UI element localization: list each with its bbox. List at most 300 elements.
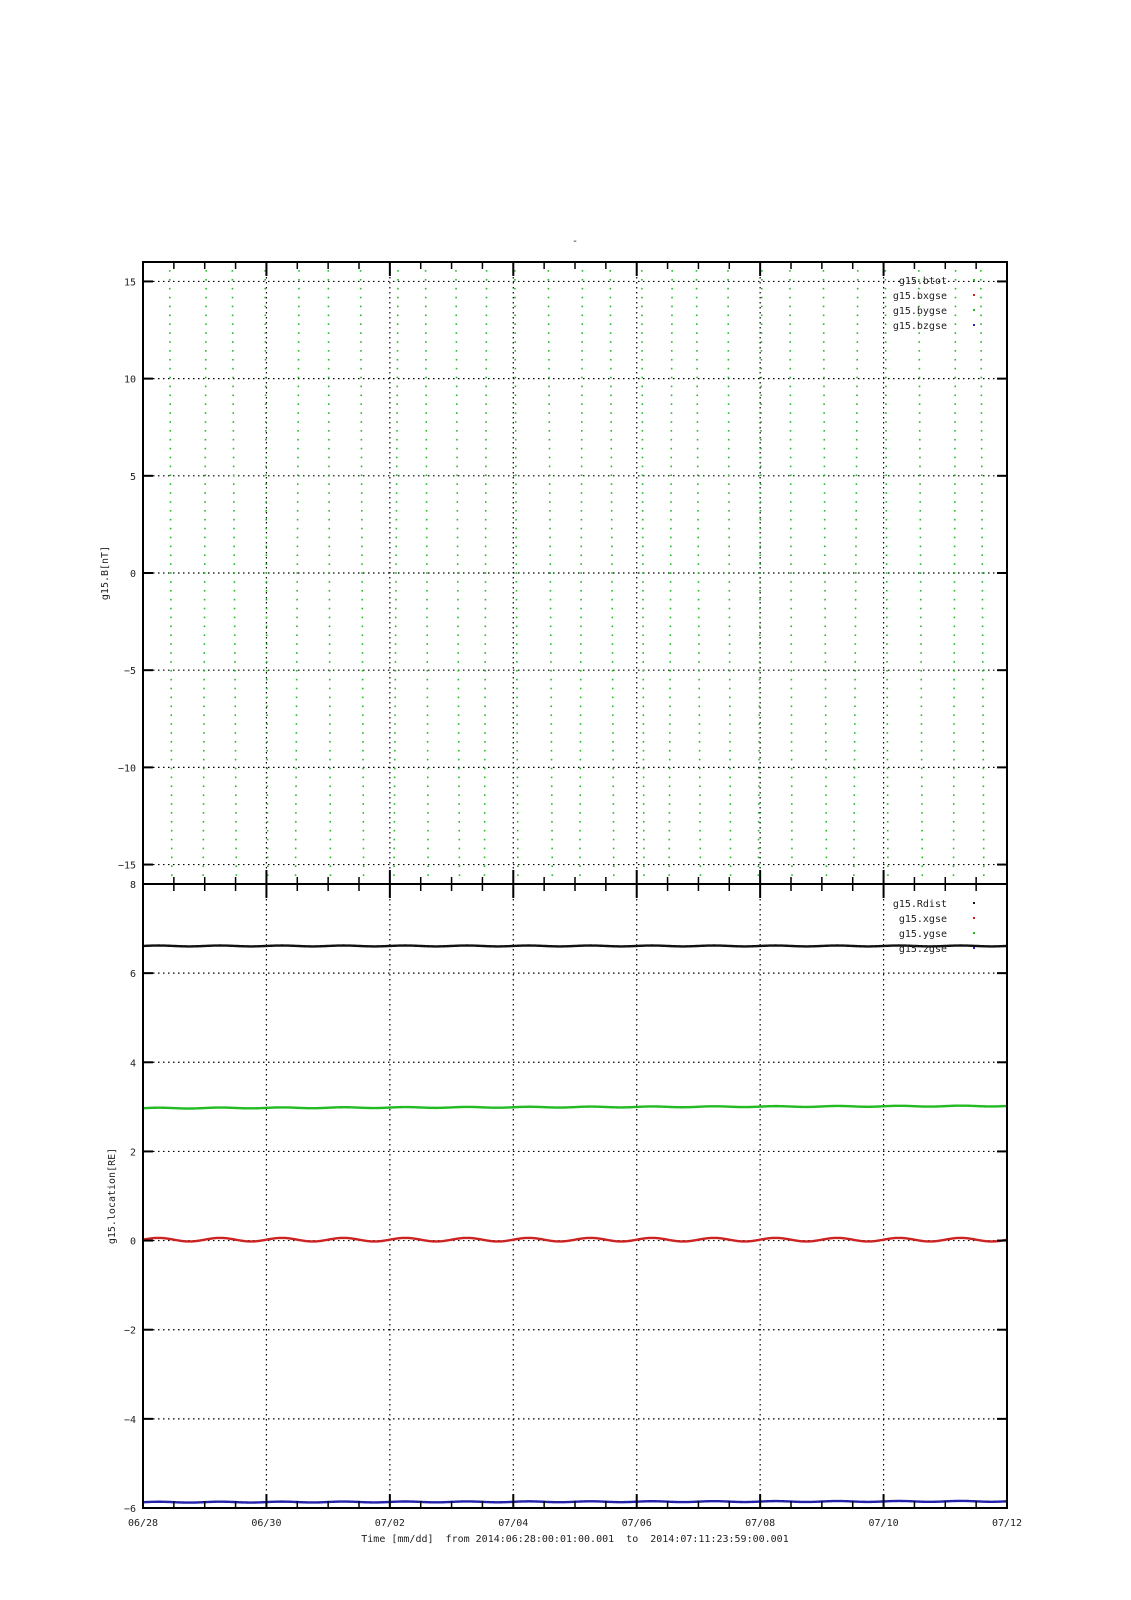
btot-point (613, 812, 615, 814)
btot-point (425, 270, 427, 272)
btot-point (169, 315, 171, 317)
btot-point (760, 501, 762, 503)
btot-point (396, 510, 398, 512)
btot-point (727, 315, 729, 317)
btot-point (671, 368, 673, 370)
btot-point (516, 679, 518, 681)
btot-point (426, 546, 428, 548)
btot-point (362, 741, 364, 743)
btot-point (395, 581, 397, 583)
btot-point (204, 634, 206, 636)
btot-point (954, 599, 956, 601)
btot-point (854, 714, 856, 716)
btot-point (642, 581, 644, 583)
btot-point (885, 377, 887, 379)
btot-point (170, 590, 172, 592)
btot-point (921, 785, 923, 787)
btot-point (885, 323, 887, 325)
btot-point (204, 483, 206, 485)
btot-point (396, 412, 398, 414)
btot-point (267, 830, 269, 832)
btot-point (395, 652, 397, 654)
btot-point (582, 279, 584, 281)
btot-point (761, 270, 763, 272)
btot-point (699, 705, 701, 707)
btot-point (362, 670, 364, 672)
btot-point (204, 643, 206, 645)
btot-point (953, 794, 955, 796)
btot-point (729, 661, 731, 663)
btot-point (549, 519, 551, 521)
btot-point (580, 626, 582, 628)
btot-point (728, 368, 730, 370)
btot-point (760, 386, 762, 388)
btot-point (396, 421, 398, 423)
btot-point (790, 474, 792, 476)
btot-point (698, 581, 700, 583)
btot-point (823, 394, 825, 396)
btot-point (759, 626, 761, 628)
btot-point (791, 839, 793, 841)
btot-point (362, 634, 364, 636)
btot-point (328, 297, 330, 299)
btot-point (730, 865, 732, 867)
btot-point (610, 421, 612, 423)
btot-point (824, 448, 826, 450)
btot-point (760, 439, 762, 441)
btot-point (825, 661, 827, 663)
btot-point (484, 759, 486, 761)
btot-point (232, 288, 234, 290)
btot-point (670, 466, 672, 468)
btot-point (790, 581, 792, 583)
btot-point (826, 857, 828, 859)
btot-point (265, 412, 267, 414)
btot-point (484, 865, 486, 867)
btot-point (643, 839, 645, 841)
btot-point (397, 279, 399, 281)
btot-point (954, 483, 956, 485)
btot-point (169, 421, 171, 423)
btot-point (581, 368, 583, 370)
btot-point (550, 705, 552, 707)
btot-point (758, 723, 760, 725)
btot-point (696, 341, 698, 343)
btot-point (790, 590, 792, 592)
btot-point (581, 323, 583, 325)
btot-point (458, 723, 460, 725)
btot-point (425, 403, 427, 405)
time-axis-caption: Time [mm/dd] from 2014:06:28:00:01:00.001 to 2014:07:11:23:59:00.001 (361, 1534, 789, 1545)
btot-point (642, 643, 644, 645)
btot-point (729, 617, 731, 619)
btot-point (698, 661, 700, 663)
btot-point (919, 519, 921, 521)
btot-point (328, 466, 330, 468)
btot-point (485, 626, 487, 628)
btot-point (484, 723, 486, 725)
btot-point (457, 528, 459, 530)
btot-point (169, 306, 171, 308)
y-tick-label: 2 (129, 1147, 136, 1159)
legend-swatch (973, 932, 975, 934)
btot-point (920, 608, 922, 610)
btot-point (485, 617, 487, 619)
btot-point (697, 537, 699, 539)
btot-point (517, 777, 519, 779)
btot-point (610, 279, 612, 281)
y-tick-label: 8 (129, 880, 136, 891)
btot-point (697, 492, 699, 494)
btot-point (329, 590, 331, 592)
btot-point (699, 768, 701, 770)
btot-point (169, 430, 171, 432)
btot-point (669, 839, 671, 841)
btot-point (790, 537, 792, 539)
btot-point (823, 403, 825, 405)
btot-point (729, 794, 731, 796)
btot-point (550, 661, 552, 663)
btot-point (329, 732, 331, 734)
y-tick-label: 5 (129, 471, 136, 483)
btot-point (456, 466, 458, 468)
btot-point (551, 839, 553, 841)
btot-point (697, 439, 699, 441)
btot-point (233, 421, 235, 423)
btot-point (758, 865, 760, 867)
btot-point (758, 777, 760, 779)
btot-point (234, 688, 236, 690)
btot-point (643, 723, 645, 725)
legend-label: g15.xgse (898, 914, 947, 925)
btot-point (266, 590, 268, 592)
btot-point (760, 421, 762, 423)
btot-point (232, 323, 234, 325)
btot-point (729, 643, 731, 645)
btot-point (982, 679, 984, 681)
btot-point (954, 368, 956, 370)
btot-point (295, 865, 297, 867)
btot-point (980, 315, 982, 317)
btot-point (203, 732, 205, 734)
btot-point (235, 848, 237, 850)
btot-point (395, 679, 397, 681)
btot-point (170, 705, 172, 707)
btot-point (265, 323, 267, 325)
btot-point (581, 403, 583, 405)
btot-point (203, 848, 205, 850)
btot-point (328, 288, 330, 290)
btot-point (203, 777, 205, 779)
btot-point (698, 697, 700, 699)
btot-point (825, 643, 827, 645)
btot-point (170, 643, 172, 645)
btot-point (295, 848, 297, 850)
btot-point (696, 288, 698, 290)
btot-point (954, 554, 956, 556)
btot-point (455, 288, 457, 290)
btot-point (267, 777, 269, 779)
btot-point (697, 510, 699, 512)
btot-point (581, 439, 583, 441)
legend-swatch (973, 947, 975, 949)
btot-point (550, 608, 552, 610)
btot-point (671, 306, 673, 308)
btot-point (516, 670, 518, 672)
btot-point (953, 732, 955, 734)
btot-point (548, 350, 550, 352)
btot-point (427, 741, 429, 743)
btot-point (670, 563, 672, 565)
btot-point (232, 394, 234, 396)
btot-point (954, 546, 956, 548)
btot-point (362, 688, 364, 690)
btot-point (982, 714, 984, 716)
btot-point (982, 697, 984, 699)
btot-point (458, 794, 460, 796)
btot-point (235, 759, 237, 761)
btot-point (611, 590, 613, 592)
btot-point (363, 874, 365, 876)
btot-point (611, 492, 613, 494)
legend-swatch (973, 324, 975, 326)
btot-point (698, 670, 700, 672)
btot-point (643, 705, 645, 707)
btot-point (729, 626, 731, 628)
btot-point (759, 643, 761, 645)
btot-point (887, 830, 889, 832)
panel1-grid (143, 262, 1007, 884)
btot-point (394, 732, 396, 734)
btot-point (919, 403, 921, 405)
btot-point (233, 563, 235, 565)
btot-point (643, 803, 645, 805)
btot-point (791, 812, 793, 814)
btot-point (954, 519, 956, 521)
btot-trace-segment (579, 261, 583, 885)
btot-point (169, 359, 171, 361)
btot-point (728, 528, 730, 530)
btot-point (204, 457, 206, 459)
btot-point (360, 323, 362, 325)
legend-label: g15.ygse (898, 929, 947, 940)
btot-point (981, 430, 983, 432)
btot-point (983, 785, 985, 787)
btot-point (853, 839, 855, 841)
btot-point (425, 359, 427, 361)
btot-point (729, 670, 731, 672)
btot-point (642, 617, 644, 619)
y-tick-label: −2 (123, 1325, 136, 1337)
btot-point (298, 306, 300, 308)
btot-point (855, 554, 857, 556)
btot-point (456, 332, 458, 334)
btot-point (760, 510, 762, 512)
btot-point (671, 288, 673, 290)
btot-point (610, 386, 612, 388)
btot-point (953, 714, 955, 716)
btot-point (642, 510, 644, 512)
btot-point (362, 679, 364, 681)
btot-point (170, 572, 172, 574)
btot-point (728, 412, 730, 414)
btot-point (728, 537, 730, 539)
btot-point (671, 386, 673, 388)
btot-point (361, 466, 363, 468)
btot-point (395, 643, 397, 645)
btot-point (954, 386, 956, 388)
btot-point (696, 297, 698, 299)
btot-point (394, 803, 396, 805)
btot-point (484, 857, 486, 859)
btot-point (550, 581, 552, 583)
btot-point (697, 412, 699, 414)
btot-point (171, 848, 173, 850)
panel2-series (143, 946, 1007, 1503)
btot-point (700, 865, 702, 867)
btot-point (328, 537, 330, 539)
btot-point (921, 830, 923, 832)
btot-point (982, 723, 984, 725)
btot-point (642, 528, 644, 530)
btot-point (921, 839, 923, 841)
btot-point (516, 634, 518, 636)
btot-point (824, 546, 826, 548)
btot-point (397, 297, 399, 299)
btot-point (981, 483, 983, 485)
btot-point (171, 839, 173, 841)
btot-point (579, 874, 581, 876)
btot-point (698, 572, 700, 574)
btot-point (729, 750, 731, 752)
btot-point (515, 448, 517, 450)
panel1-ticks (143, 262, 1007, 884)
btot-point (486, 315, 488, 317)
panel1-legend (893, 276, 975, 332)
btot-point (758, 794, 760, 796)
panel2-frame (143, 884, 1007, 1508)
btot-point (363, 830, 365, 832)
btot-point (427, 865, 429, 867)
btot-point (696, 377, 698, 379)
btot-point (671, 430, 673, 432)
btot-point (580, 608, 582, 610)
btot-point (516, 608, 518, 610)
btot-point (954, 448, 956, 450)
btot-point (854, 732, 856, 734)
btot-point (298, 270, 300, 272)
btot-point (329, 688, 331, 690)
btot-point (425, 386, 427, 388)
btot-point (397, 359, 399, 361)
btot-point (954, 626, 956, 628)
btot-point (758, 839, 760, 841)
btot-point (789, 368, 791, 370)
btot-point (485, 394, 487, 396)
x-tick-label: 06/28 (127, 1518, 159, 1529)
btot-point (920, 661, 922, 663)
btot-point (579, 794, 581, 796)
btot-point (266, 652, 268, 654)
btot-point (204, 528, 206, 530)
btot-point (759, 697, 761, 699)
btot-point (885, 474, 887, 476)
btot-point (610, 350, 612, 352)
btot-point (425, 412, 427, 414)
btot-point (395, 617, 397, 619)
btot-point (516, 697, 518, 699)
btot-point (728, 466, 730, 468)
btot-point (396, 430, 398, 432)
btot-point (855, 626, 857, 628)
btot-point (825, 768, 827, 770)
btot-point (981, 439, 983, 441)
btot-point (641, 350, 643, 352)
btot-point (205, 288, 207, 290)
btot-point (581, 448, 583, 450)
btot-point (329, 785, 331, 787)
btot-point (641, 359, 643, 361)
btot-point (551, 794, 553, 796)
btot-point (760, 448, 762, 450)
btot-point (955, 306, 957, 308)
btot-point (642, 492, 644, 494)
btot-point (396, 519, 398, 521)
btot-point (427, 785, 429, 787)
btot-point (426, 439, 428, 441)
btot-point (360, 377, 362, 379)
btot-point (329, 617, 331, 619)
btot-point (641, 368, 643, 370)
btot-point (885, 466, 887, 468)
btot-point (761, 279, 763, 281)
btot-point (204, 590, 206, 592)
btot-point (790, 386, 792, 388)
btot-point (395, 537, 397, 539)
btot-point (789, 341, 791, 343)
btot-point (232, 377, 234, 379)
x-tick-label: 07/04 (498, 1518, 529, 1529)
btot-point (456, 474, 458, 476)
btot-point (823, 341, 825, 343)
btot-point (425, 421, 427, 423)
btot-point (394, 723, 396, 725)
btot-point (548, 368, 550, 370)
btot-point (458, 803, 460, 805)
btot-point (394, 741, 396, 743)
btot-point (920, 617, 922, 619)
btot-point (669, 812, 671, 814)
btot-point (170, 519, 172, 521)
btot-point (758, 830, 760, 832)
btot-point (360, 403, 362, 405)
btot-point (484, 697, 486, 699)
btot-point (729, 599, 731, 601)
btot-point (668, 848, 670, 850)
btot-point (234, 599, 236, 601)
btot-point (919, 368, 921, 370)
btot-point (824, 537, 826, 539)
btot-point (516, 688, 518, 690)
btot-point (955, 332, 957, 334)
btot-point (551, 768, 553, 770)
btot-point (170, 466, 172, 468)
btot-point (610, 288, 612, 290)
btot-point (265, 537, 267, 539)
btot-point (204, 554, 206, 556)
btot-point (919, 492, 921, 494)
btot-point (295, 874, 297, 876)
